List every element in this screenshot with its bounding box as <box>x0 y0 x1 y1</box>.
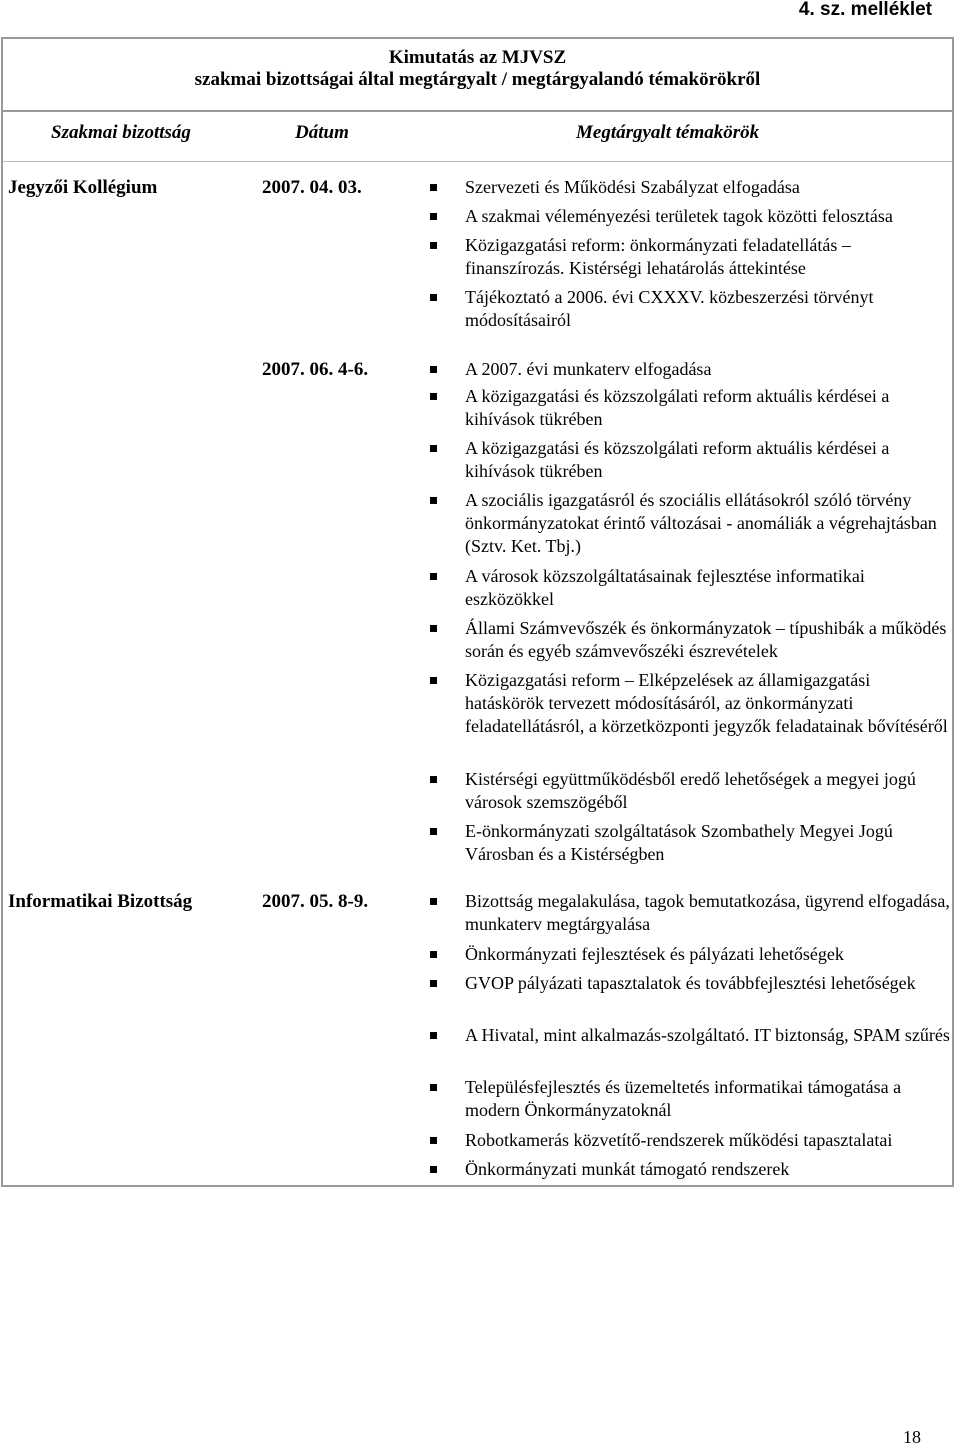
bullet-icon <box>428 617 465 640</box>
bullet-icon <box>428 565 465 588</box>
bullet-icon <box>428 358 465 381</box>
topic-item: Állami Számvevőszék és önkormányzatok – típushibák a működés során és egyéb számvevőszéki észrevételek <box>428 617 953 663</box>
report-title <box>3 39 952 112</box>
topic-item: A szakmai véleményezési területek tagok közötti felosztása <box>428 205 953 228</box>
topic-item: E-önkormányzati szolgáltatások Szombathely Megyei Jogú Városban és a Kistérségben <box>428 820 953 866</box>
header-date: Dátum <box>295 122 349 143</box>
bullet-icon <box>428 890 465 913</box>
bullet-icon <box>428 1024 465 1047</box>
committee-name: Jegyzői Kollégium <box>8 177 158 198</box>
topic-item: Önkormányzati fejlesztések és pályázati lehetőségek <box>428 943 953 966</box>
bullet-icon <box>428 1129 465 1152</box>
topic-item: Közigazgatási reform – Elképzelések az államigazgatási hatáskörök tervezett módosításáról, az önkormányzati feladatellátásról, a körzetközponti jegyzők feladatainak bővítéséről <box>428 669 953 738</box>
topic-item: A városok közszolgáltatásainak fejlesztése informatikai eszközökkel <box>428 565 953 611</box>
page-number: 18 <box>903 1427 921 1447</box>
report-table <box>1 37 954 1187</box>
bullet-icon <box>428 1076 465 1099</box>
bullet-icon <box>428 234 465 257</box>
topic-item: Településfejlesztés és üzemeltetés informatikai támogatása a modern Önkormányzatoknál <box>428 1076 953 1122</box>
topic-item: GVOP pályázati tapasztalatok és továbbfejlesztési lehetőségek <box>428 972 953 995</box>
topic-item: A szociális igazgatásról és szociális ellátásokról szóló törvény önkormányzatokat érintő változásai - anomáliák a végrehajtásban (Sztv. Ket. Tbj.) <box>428 489 953 558</box>
bullet-icon <box>428 669 465 692</box>
header-committee: Szakmai bizottság <box>51 122 191 143</box>
session-date: 2007. 04. 03. <box>262 177 362 198</box>
title-line-2: szakmai bizottságai által megtárgyalt / megtárgyalandó témakörökről <box>194 69 761 90</box>
topic-item: Önkormányzati munkát támogató rendszerek <box>428 1158 953 1181</box>
header-topics: Megtárgyalt témakörök <box>576 122 760 143</box>
committee-name: Informatikai Bizottság <box>8 891 193 912</box>
topic-item: Közigazgatási reform: önkormányzati feladatellátás – finanszírozás. Kistérségi lehatárolás áttekintése <box>428 234 953 280</box>
bullet-icon <box>428 972 465 995</box>
header-divider <box>3 161 952 162</box>
bullet-icon <box>428 385 465 408</box>
bullet-icon <box>428 437 465 460</box>
bullet-icon <box>428 943 465 966</box>
session-date: 2007. 06. 4-6. <box>262 359 369 380</box>
topic-item: Tájékoztató a 2006. évi CXXXV. közbeszerzési törvényt módosításairól <box>428 286 953 332</box>
bullet-icon <box>428 768 465 791</box>
topic-item: A 2007. évi munkaterv elfogadása <box>428 358 953 381</box>
topic-item: A közigazgatási és közszolgálati reform aktuális kérdései a kihívások tükrében <box>428 437 953 483</box>
bullet-icon <box>428 176 465 199</box>
topic-item: Bizottság megalakulása, tagok bemutatkozása, ügyrend elfogadása, munkaterv megtárgyalása <box>428 890 953 936</box>
bullet-icon <box>428 1158 465 1181</box>
session-date: 2007. 05. 8-9. <box>262 891 369 912</box>
bullet-icon <box>428 820 465 843</box>
bullet-icon <box>428 286 465 309</box>
bullet-icon <box>428 205 465 228</box>
topic-item: Robotkamerás közvetítő-rendszerek működési tapasztalatai <box>428 1129 953 1152</box>
bullet-icon <box>428 489 465 512</box>
title-line-1: Kimutatás az MJVSZ <box>388 47 567 68</box>
topic-item: A közigazgatási és közszolgálati reform aktuális kérdései a kihívások tükrében <box>428 385 953 431</box>
topic-item: Szervezeti és Működési Szabályzat elfogadása <box>428 176 953 199</box>
topic-item: Kistérségi együttműködésből eredő lehetőségek a megyei jogú városok szemszögéből <box>428 768 953 814</box>
annex-label: 4. sz. melléklet <box>798 0 932 20</box>
topic-item: A Hivatal, mint alkalmazás-szolgáltató. IT biztonság, SPAM szűrés <box>428 1024 953 1047</box>
